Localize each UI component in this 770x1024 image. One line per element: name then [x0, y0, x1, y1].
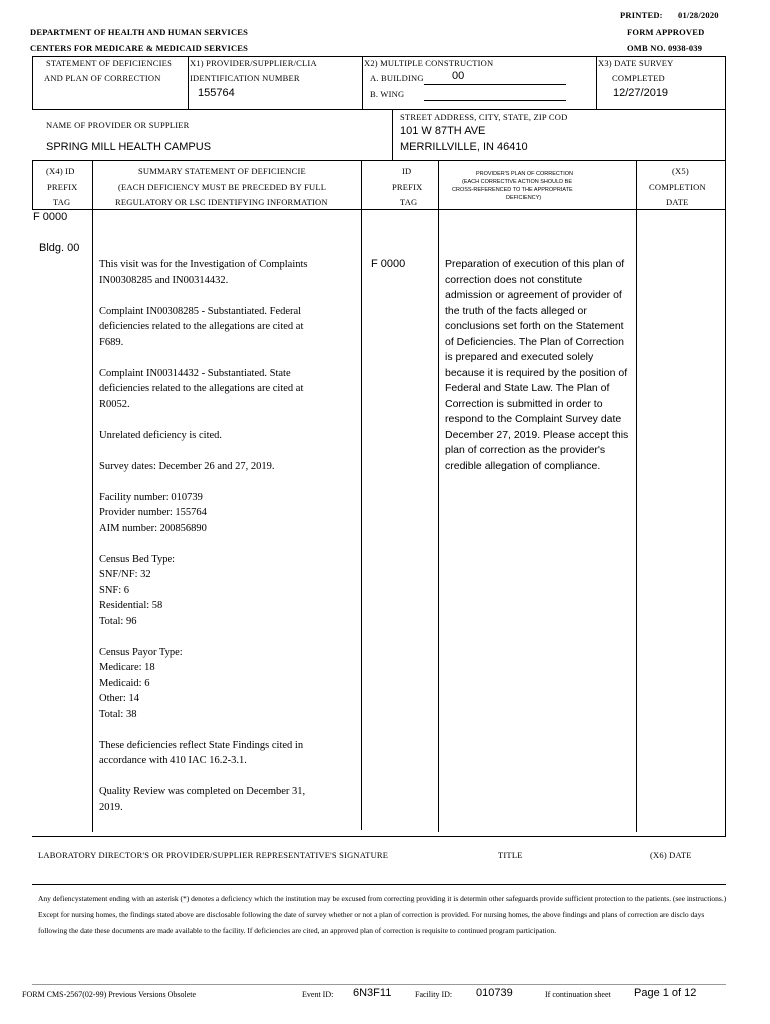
summary-header-3: REGULATORY OR LSC IDENTIFYING INFORMATION: [115, 197, 328, 207]
summary-paragraph: Census Bed Type: SNF/NF: 32 SNF: 6 Residential: 58 Total: 96: [99, 553, 176, 627]
printed-date: 01/28/2020: [678, 10, 719, 20]
signature-label: LABORATORY DIRECTOR'S OR PROVIDER/SUPPLIER REPRESENTATIVE'S SIGNATURE: [38, 850, 389, 860]
x5-header-2: COMPLETION: [649, 182, 706, 192]
summary-statement: [99, 257, 329, 831]
plan-header-3: CROSS-REFERENCED TO THE APPROPRIATE: [452, 187, 573, 193]
address-line-1: 101 W 87TH AVE: [400, 125, 486, 137]
prefix-tag: F 0000: [33, 211, 68, 223]
page-number: Page 1 of 12: [634, 987, 697, 999]
facility-id-label: Facility ID:: [415, 990, 453, 999]
summary-paragraph: Quality Review was completed on December 31, 2019.: [99, 786, 306, 813]
plan-header-1: PROVIDER'S PLAN OF CORRECTION: [476, 171, 574, 177]
provider-id-label-2: IDENTIFICATION NUMBER: [190, 73, 300, 83]
building-label: A. BUILDING: [370, 73, 424, 83]
summary-paragraph: Facility number: 010739 Provider number: 155764 AIM number: 200856890: [99, 491, 207, 534]
event-id-label: Event ID:: [302, 990, 334, 999]
id-header-2: PREFIX: [392, 182, 423, 192]
summary-paragraph: Complaint IN00308285 - Substantiated. Federal deficiencies related to the allegations are cited at F689.: [99, 305, 304, 348]
provider-id-value: 155764: [198, 87, 235, 99]
summary-paragraph: Unrelated deficiency is cited.: [99, 429, 223, 441]
summary-paragraph: Complaint IN00314432 - Substantiated. State deficiencies related to the allegations are cited at R0052.: [99, 367, 304, 410]
construction-label: X2) MULTIPLE CONSTRUCTION: [364, 58, 494, 68]
plan-of-correction-text: Preparation of execution of this plan of correction does not constitute admission or agreement of provider of the truth of the facts alleged or conclusions set forth on the Statement of Deficiencies. The Plan of Correction is prepared and executed solely because it is required by the position of Federal and State Law. The Plan of Correction is submitted in order to respond to the Complaint Survey date December 27, 2019. Please accept this plan of correction as the provider's credible allegation of compliance.: [445, 258, 629, 472]
statement-label-1: STATEMENT OF DEFICIENCIES: [46, 58, 173, 68]
x4-header-2: PREFIX: [47, 182, 78, 192]
building-value: 00: [452, 70, 465, 82]
wing-label: B. WING: [370, 89, 405, 99]
address-line-2: MERRILLVILLE, IN 46410: [400, 141, 528, 153]
plan-header-2: (EACH CORRECTIVE ACTION SHOULD BE: [462, 179, 573, 185]
id-header-3: TAG: [400, 197, 418, 207]
summary-paragraph: Survey dates: December 26 and 27, 2019.: [99, 460, 275, 472]
signature-title-label: TITLE: [498, 850, 523, 860]
summary-paragraph: These deficiencies reflect State Findings cited in accordance with 410 IAC 16.2-3.1.: [99, 739, 304, 766]
plan-prefix-tag: F 0000: [371, 258, 406, 270]
address-label: STREET ADDRESS, CITY, STATE, ZIP COD: [400, 112, 568, 122]
printed-label: PRINTED:: [620, 10, 663, 20]
centers-title: CENTERS FOR MEDICARE & MEDICAID SERVICES: [30, 43, 249, 53]
department-title: DEPARTMENT OF HEALTH AND HUMAN SERVICES: [30, 27, 249, 37]
building-tag: Bldg. 00: [39, 242, 80, 254]
form-approved: FORM APPROVED: [627, 27, 705, 37]
summary-header-2: (EACH DEFICIENCY MUST BE PRECEDED BY FULL: [118, 182, 327, 192]
summary-paragraph: This visit was for the Investigation of Complaints IN00308285 and IN00314432.: [99, 259, 308, 286]
x5-header-1: (X5): [672, 166, 689, 176]
x4-header-1: (X4) ID: [46, 166, 75, 176]
x5-header-3: DATE: [666, 197, 689, 207]
deficiency-notice: Any defiencystatement ending with an asterisk (*) denotes a deficiency which the institution may be excused from correcting providing it is determin other safeguards provide sufficient protection to the patients. (see instructions.) Except for nursing homes, the findings stated above are disclosable following the date of survey whether or not a plan of correction is provided. For nursing homes, the above findings and plans of correction are disclo days following the date these documents are made available to the facility. If deficiencies are cited, an approved plan of correction is requisite to continued program participation.: [38, 894, 727, 935]
omb-number: OMB NO. 0938-039: [627, 43, 703, 53]
facility-id-value: 010739: [476, 987, 513, 999]
signature-date-label: (X6) DATE: [650, 850, 692, 860]
x4-header-3: TAG: [53, 197, 71, 207]
statement-label-2: AND PLAN OF CORRECTION: [44, 73, 161, 83]
provider-id-label-1: X1) PROVIDER/SUPPLIER/CLIA: [190, 58, 317, 68]
provider-name-label: NAME OF PROVIDER OR SUPPLIER: [46, 120, 190, 130]
id-header-1: ID: [402, 166, 412, 176]
date-survey-label-1: X3) DATE SURVEY: [598, 58, 674, 68]
provider-name-value: SPRING MILL HEALTH CAMPUS: [46, 141, 212, 153]
continuation-sheet-label: If continuation sheet: [545, 990, 611, 999]
summary-header-1: SUMMARY STATEMENT OF DEFICIENCIE: [138, 166, 306, 176]
date-survey-value: 12/27/2019: [613, 87, 669, 99]
form-number: FORM CMS-2567(02-99) Previous Versions Obsolete: [22, 990, 197, 999]
date-survey-label-2: COMPLETED: [612, 73, 665, 83]
event-id-value: 6N3F11: [353, 987, 392, 999]
summary-paragraph: Census Payor Type: Medicare: 18 Medicaid: 6 Other: 14 Total: 38: [99, 646, 183, 720]
plan-header-4: DEFICIENCY): [506, 195, 542, 201]
